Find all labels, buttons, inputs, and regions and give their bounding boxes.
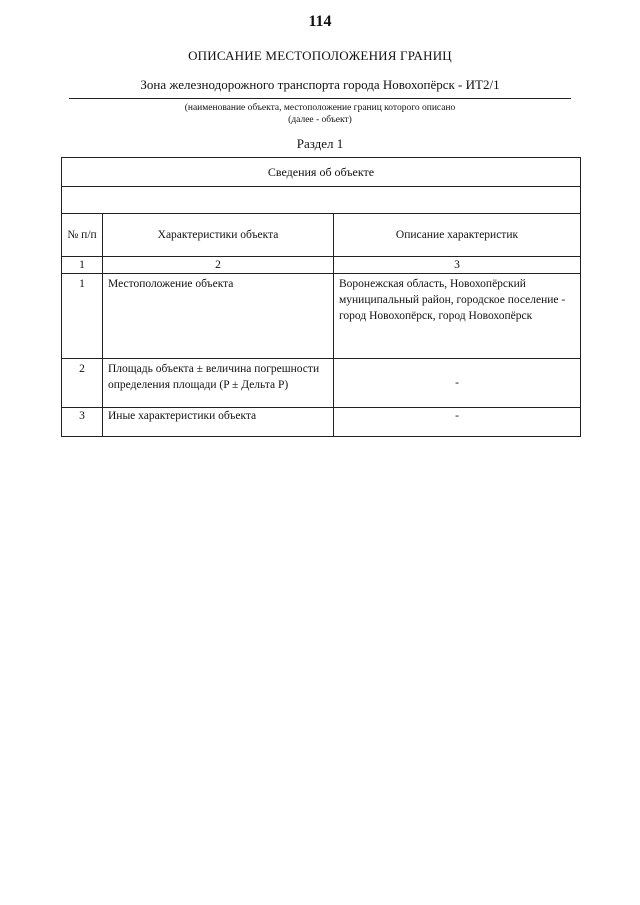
- header-characteristic: Характеристики объекта: [103, 214, 334, 257]
- underline-rule: [69, 98, 571, 99]
- row-description: -: [334, 408, 581, 437]
- page-number: 114: [308, 13, 332, 30]
- object-caption-line2: (далее - объект): [288, 115, 352, 125]
- table-row: [62, 274, 581, 359]
- row-number: 2: [62, 359, 103, 408]
- row-description: -: [334, 359, 581, 408]
- table-row: [62, 408, 581, 437]
- row-characteristic: Местоположение объекта: [103, 274, 334, 359]
- header-number: № п/п: [62, 214, 103, 257]
- row-number: 1: [62, 274, 103, 359]
- object-name: Зона железнодорожного транспорта города Новохопёрск - ИТ2/1: [140, 77, 500, 92]
- column-number: 2: [103, 257, 334, 274]
- column-number: 3: [334, 257, 581, 274]
- row-description: Воронежская область, Новохопёрский муниципальный район, городское поселение - город Новохопёрск, город Новохопёрск: [334, 274, 581, 359]
- document-title: ОПИСАНИЕ МЕСТОПОЛОЖЕНИЯ ГРАНИЦ: [188, 48, 452, 63]
- table-blank-row: [62, 187, 581, 214]
- object-caption: [0, 102, 640, 126]
- header-description: Описание характеристик: [334, 214, 581, 257]
- table-caption: Сведения об объекте: [62, 158, 581, 187]
- row-characteristic: Иные характеристики объекта: [103, 408, 334, 437]
- column-number-row: [62, 257, 581, 274]
- object-caption-line1: (наименование объекта, местоположение границ которого описано: [184, 103, 456, 113]
- row-characteristic: Площадь объекта ± величина погрешности определения площади (P ± Дельта P): [103, 359, 334, 408]
- object-info-table: [61, 157, 581, 437]
- table-row: [62, 359, 581, 408]
- column-number: 1: [62, 257, 103, 274]
- table-header-row: [62, 214, 581, 257]
- row-number: 3: [62, 408, 103, 437]
- section-title: Раздел 1: [296, 136, 344, 151]
